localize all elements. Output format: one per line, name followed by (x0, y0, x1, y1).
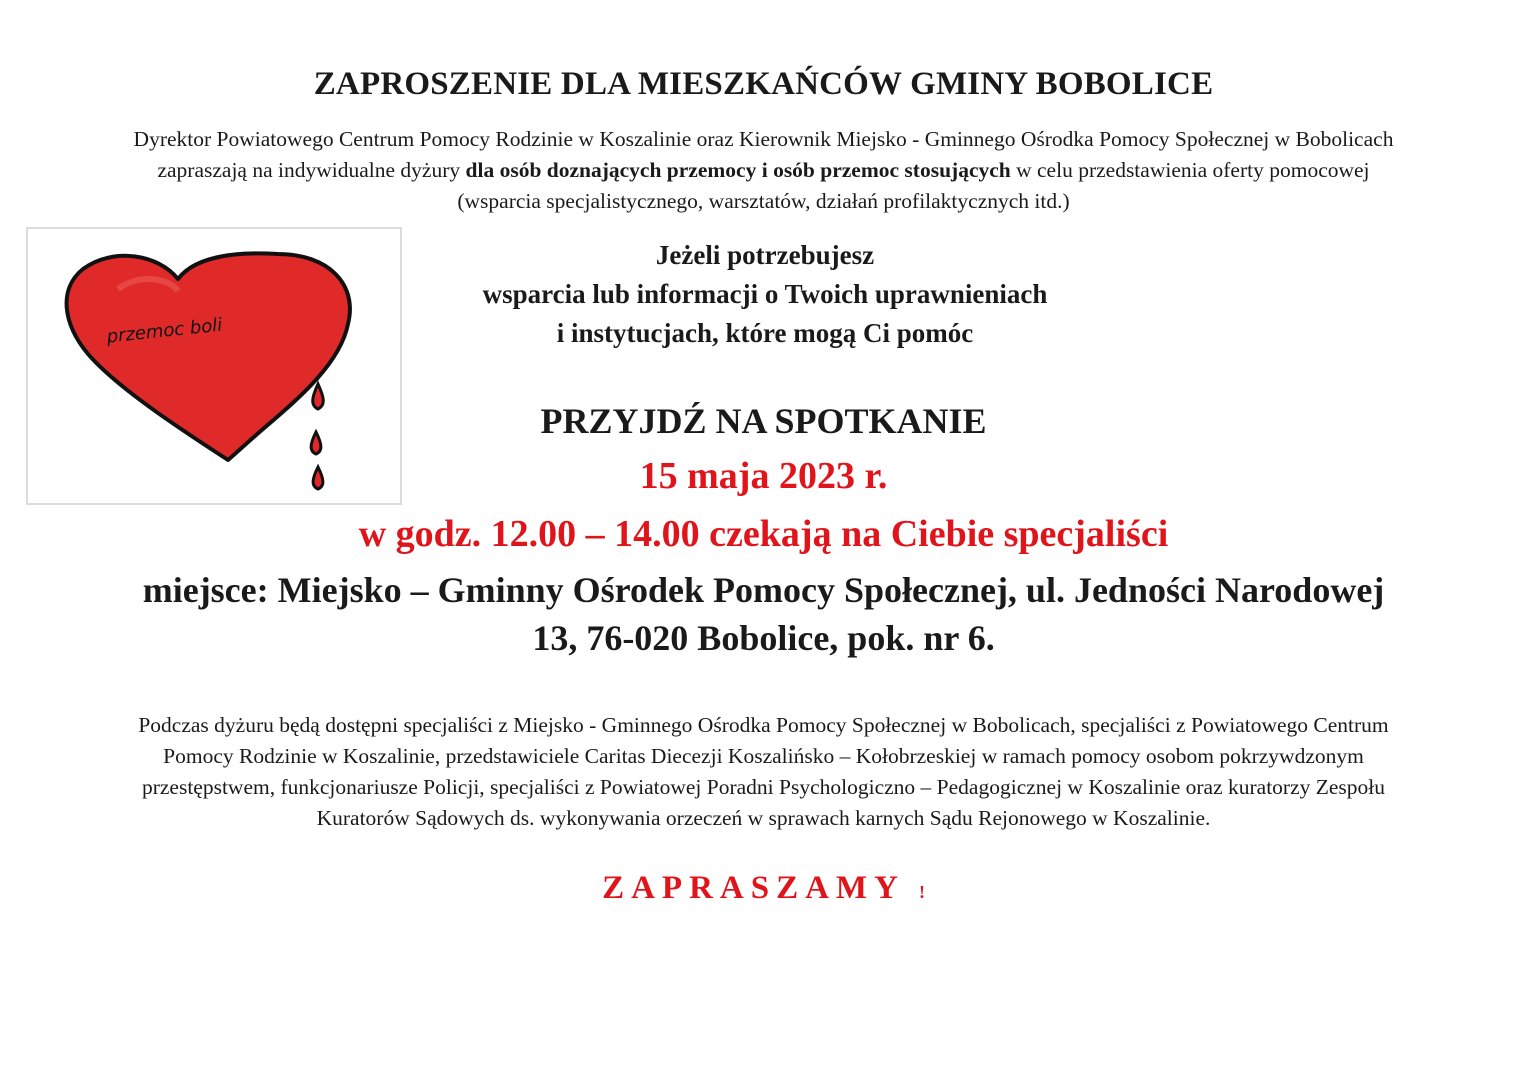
meeting-date: 15 maja 2023 r. (639, 455, 888, 497)
meeting-hours: w godz. 12.00 – 14.00 czekają na Ciebie specjaliści (358, 513, 1169, 555)
page-title: ZAPROSZENIE DLA MIESZKAŃCÓW GMINY BOBOLICE (313, 66, 1214, 102)
question-line-3: i instytucjach, które mogą Ci pomóc (556, 318, 974, 348)
meeting-heading: PRZYJDŹ NA SPOTKANIE (540, 401, 987, 441)
intro-text-2: w celu przedstawienia oferty pomocowej (wsparcia specjalistycznego, warsztatów, działań profilaktycznych itd.) (457, 158, 1370, 213)
invitation-footer (0, 870, 1527, 907)
intro-text-1: Dyrektor Powiatowego Centrum Pomocy Rodzinie w Koszalinie oraz Kierownik Miejsko - Gminnego Ośrodka Pomocy Społecznej w Bobolicach zapraszają na indywidualne dyżury (133, 127, 1394, 182)
intro-bold-text: dla osób doznających przemocy i osób przemoc stosujących (465, 158, 1011, 182)
info-paragraph: Podczas dyżuru będą dostępni specjaliści z Miejsko - Gminnego Ośrodka Pomocy Społecznej w Bobolicach, specjaliści z Powiatowego Centrum Pomocy Rodzinie w Koszalinie, przedstawiciele Caritas Diecezji Koszalińsko – Kołobrzeskiej w ramach pomocy osobom pokrzywdzonym przestępstwem, funkcjonariusze Policji, specjaliści z Powiatowej Poradni Psychologiczno – Pedagogicznej w Koszalinie oraz kuratorzy Zespołu Kuratorów Sądowych ds. wykonywania orzeczeń w sprawach karnych Sądu Rejonowego w Koszalinie. (138, 713, 1389, 830)
question-line-1: Jeżeli potrzebujesz (655, 240, 875, 270)
intro-paragraph (120, 124, 1407, 217)
invitation-exclamation: ! (918, 882, 925, 902)
heart-handwritten-label: przemoc boli (105, 314, 224, 348)
question-line-2: wsparcia lub informacji o Twoich uprawnieniach (482, 279, 1048, 309)
question-block (400, 236, 1130, 353)
invitation-word: ZAPRASZAMY (602, 870, 904, 906)
meeting-place: miejsce: Miejsko – Gminny Ośrodek Pomocy Społecznej, ul. Jedności Narodowej 13, 76-020 Bobolice, pok. nr 6. (142, 570, 1385, 658)
